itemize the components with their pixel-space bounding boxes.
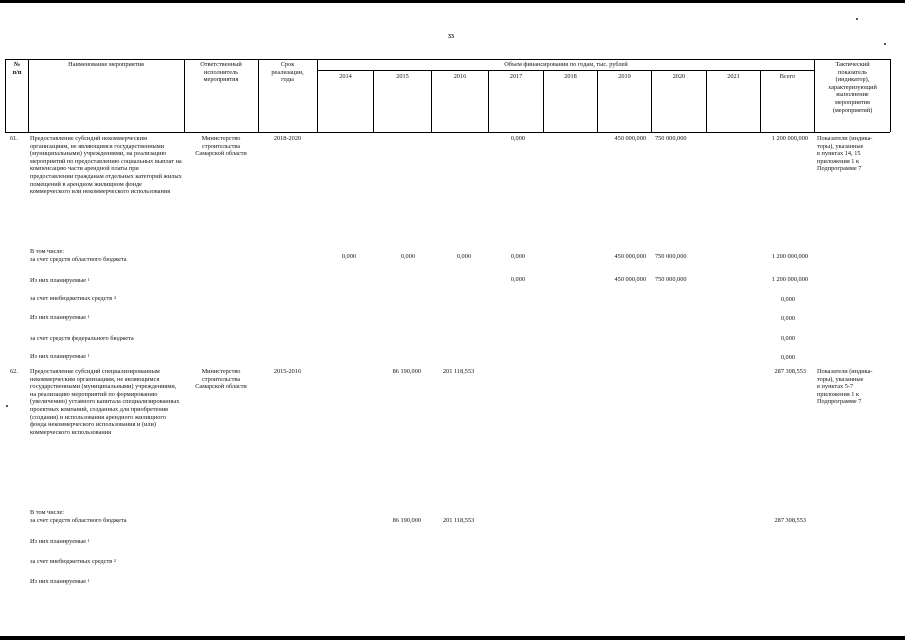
row-term: 2015-2016 bbox=[273, 368, 302, 375]
label-planned: Из них планируемые $^1$ bbox=[30, 314, 90, 321]
cell-2017: 0,000 bbox=[510, 135, 525, 142]
scan-edge-bottom bbox=[0, 636, 905, 640]
label-extrabudget: за счет внебюджетных средств $^2$ bbox=[30, 558, 117, 565]
label-oblast-budget: за счет средств областного бюджета bbox=[30, 517, 127, 524]
label-planned: Из них планируемые $^1$ bbox=[30, 277, 90, 284]
header-year: 2020 bbox=[672, 73, 686, 80]
cell-total: 0,000 bbox=[780, 296, 795, 303]
header-year: 2021 bbox=[727, 73, 740, 80]
header-year: 2015 bbox=[396, 73, 409, 80]
cell-2017: 0,000 bbox=[510, 253, 525, 260]
scan-speck bbox=[856, 18, 858, 20]
header-year: 2019 bbox=[618, 73, 631, 80]
row-executor: Министерство строительства Самарской области bbox=[195, 368, 247, 391]
cell-total: 0,000 bbox=[780, 354, 795, 361]
label-planned: Из них планируемые $^1$ bbox=[30, 578, 90, 585]
row-indicator: Показатели (индика- торы), указанные в пунктах 14, 15 приложения 1 к Подпрограмме 7 bbox=[817, 135, 873, 173]
row-executor: Министерство строительства Самарской области bbox=[195, 135, 247, 158]
cell-2015: 0,000 bbox=[400, 253, 415, 260]
cell-2016: 201 118,553 bbox=[443, 517, 475, 524]
header-total: Всего bbox=[779, 73, 796, 80]
row-name: Предоставление субсидий специализированным некоммерческим организациям, не являющимся государственными (муниципальными) учреждениями, на реализацию мероприятий по формированию (увеличению) уставного капитала специализированных проектных компаний, созданных для приобретения (создания) и использования арендного жилищного фонда некоммерческого использования и (или) коммерческого использования bbox=[30, 368, 180, 436]
cell-total: 0,000 bbox=[780, 315, 795, 322]
label-federal-budget: за счет средств федерального бюджета bbox=[30, 335, 134, 342]
header-year: 2014 bbox=[339, 73, 352, 80]
row-num: 61. bbox=[10, 135, 18, 142]
header-year: 2016 bbox=[453, 73, 467, 80]
cell-2020: 750 000,000 bbox=[655, 253, 687, 260]
scan-edge-top bbox=[0, 0, 905, 3]
cell-2019: 450 000,000 bbox=[614, 276, 646, 283]
cell-total: 1 200 000,000 bbox=[771, 135, 808, 142]
cell-2019: 450 000,000 bbox=[614, 135, 646, 142]
header-executor: Ответственный исполнитель мероприятия bbox=[200, 61, 242, 84]
cell-2020: 750 000,000 bbox=[655, 276, 687, 283]
cell-2017: 0,000 bbox=[510, 276, 525, 283]
cell-2019: 450 000,000 bbox=[614, 253, 646, 260]
row-term: 2018-2020 bbox=[273, 135, 302, 142]
label-planned: Из них планируемые $^1$ bbox=[30, 538, 90, 545]
cell-2020: 750 000,000 bbox=[655, 135, 687, 142]
label-planned: Из них планируемые $^1$ bbox=[30, 353, 90, 360]
scan-speck bbox=[884, 43, 886, 45]
cell-2015: 86 190,000 bbox=[392, 517, 421, 524]
header-name: Наименование мероприятия bbox=[68, 61, 144, 68]
cell-2016: 201 118,553 bbox=[443, 368, 475, 375]
header-num: № п/п bbox=[12, 61, 22, 76]
cell-total: 287 308,553 bbox=[774, 517, 806, 524]
cell-total: 0,000 bbox=[780, 335, 795, 342]
cell-total: 1 200 000,000 bbox=[771, 276, 808, 283]
header-indicator: Тактический показатель (индикатор), характеризующий выполнение мероприятия (мероприятий) bbox=[828, 61, 877, 114]
label-including: В том числе: bbox=[30, 248, 65, 255]
cell-total: 287 308,553 bbox=[774, 368, 806, 375]
label-extrabudget: за счет внебюджетных средств $^2$ bbox=[30, 295, 117, 302]
cell-total: 1 200 000,000 bbox=[771, 253, 808, 260]
row-num: 62. bbox=[10, 368, 18, 375]
cell-2015: 86 190,000 bbox=[392, 368, 421, 375]
label-oblast-budget: за счет средств областного бюджета bbox=[30, 256, 127, 263]
header-financing: Объем финансирования по годам, тыс. рублей bbox=[504, 61, 628, 68]
label-including: В том числе: bbox=[30, 509, 65, 516]
cell-2014: 0,000 bbox=[341, 253, 356, 260]
row-name: Предоставление субсидий некоммерческим организациям, не являющимся государственными (муниципальными) учреждениями, на реализацию мероприятий по предоставлению социальных выплат на компенсацию части арендной платы при предоставлении гражданам отдельных категорий жилых помещений в арендном жилищном фонде коммерческого или некоммерческого использования bbox=[30, 135, 182, 196]
row-indicator: Показатели (индика- торы), указанные в пунктах 5-7 приложения 1 к Подпрограмме 7 bbox=[817, 368, 873, 406]
scan-speck bbox=[6, 405, 8, 407]
cell-2016: 0,000 bbox=[456, 253, 471, 260]
header-year: 2017 bbox=[509, 73, 523, 80]
header-term: Срок реализации, годы bbox=[271, 61, 304, 84]
page-number: 33 bbox=[448, 34, 454, 40]
header-year: 2018 bbox=[564, 73, 577, 80]
